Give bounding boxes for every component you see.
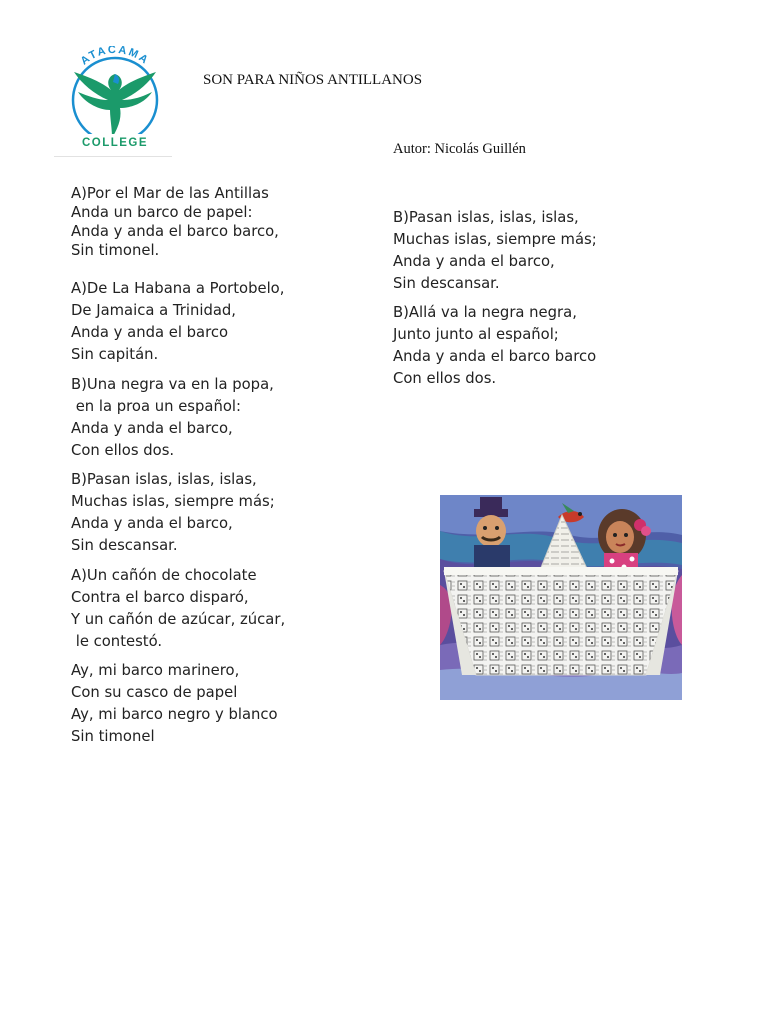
- logo-divider: [54, 156, 172, 157]
- school-logo: [56, 46, 174, 160]
- verse-line: B)Una negra va en la popa,: [71, 376, 274, 393]
- verse-line: Con su casco de papel: [71, 684, 238, 701]
- verse-line: Anda y anda el barco barco,: [71, 223, 279, 240]
- verse-line: Anda y anda el barco,: [71, 420, 233, 437]
- verse-line: Contra el barco disparó,: [71, 589, 249, 606]
- svg-text:ATACAMA: [78, 46, 151, 67]
- verse-line: A)Por el Mar de las Antillas: [71, 185, 269, 202]
- verse-line: B)Pasan islas, islas, islas,: [71, 471, 257, 488]
- page-title: SON PARA NIÑOS ANTILLANOS: [203, 72, 423, 88]
- verse-line: le contestó.: [71, 633, 163, 650]
- author-line: Autor: Nicolás Guillén: [393, 141, 526, 157]
- verse-line: Anda y anda el barco,: [393, 253, 555, 270]
- phoenix-logo-icon: [56, 46, 174, 160]
- logo-top-text: ATACAMA: [78, 46, 152, 68]
- stanza: [71, 660, 278, 748]
- verse-line: Sin descansar.: [393, 275, 500, 292]
- verse-line: Y un cañón de azúcar, zúcar,: [71, 611, 286, 628]
- verse-line: B)Pasan islas, islas, islas,: [393, 209, 579, 226]
- verse-line: Junto junto al español;: [393, 326, 559, 343]
- verse-line: Anda y anda el barco,: [71, 515, 233, 532]
- stanza: [393, 207, 597, 295]
- verse-line: B)Allá va la negra negra,: [393, 304, 577, 321]
- paper-boat-illustration: [440, 495, 682, 700]
- stanza: [71, 184, 279, 260]
- verse-line: Anda y anda el barco barco: [393, 348, 597, 365]
- stanza: [393, 302, 596, 390]
- paper-boat-icon: [440, 495, 682, 700]
- stanza: [71, 565, 285, 653]
- verse-line: Ay, mi barco negro y blanco: [71, 706, 278, 723]
- stanza: [71, 374, 274, 462]
- verse-line: De Jamaica a Trinidad,: [71, 302, 237, 319]
- logo-bottom-text: COLLEGE: [81, 137, 149, 149]
- verse-line: Sin timonel: [71, 728, 155, 745]
- verse-line: Sin capitán.: [71, 346, 159, 363]
- stanza: [71, 469, 275, 557]
- verse-line: Ay, mi barco marinero,: [71, 662, 240, 679]
- verse-line: A)De La Habana a Portobelo,: [71, 280, 285, 297]
- verse-line: en la proa un español:: [71, 398, 242, 415]
- verse-line: Sin timonel.: [71, 242, 160, 259]
- verse-line: Anda un barco de papel:: [71, 204, 253, 221]
- verse-line: Con ellos dos.: [393, 370, 497, 387]
- verse-line: Anda y anda el barco: [71, 324, 229, 341]
- stanza: [71, 278, 284, 366]
- verse-line: Muchas islas, siempre más;: [393, 231, 597, 248]
- verse-line: Con ellos dos.: [71, 442, 175, 459]
- verse-line: Muchas islas, siempre más;: [71, 493, 275, 510]
- verse-line: Sin descansar.: [71, 537, 178, 554]
- verse-line: A)Un cañón de chocolate: [71, 567, 257, 584]
